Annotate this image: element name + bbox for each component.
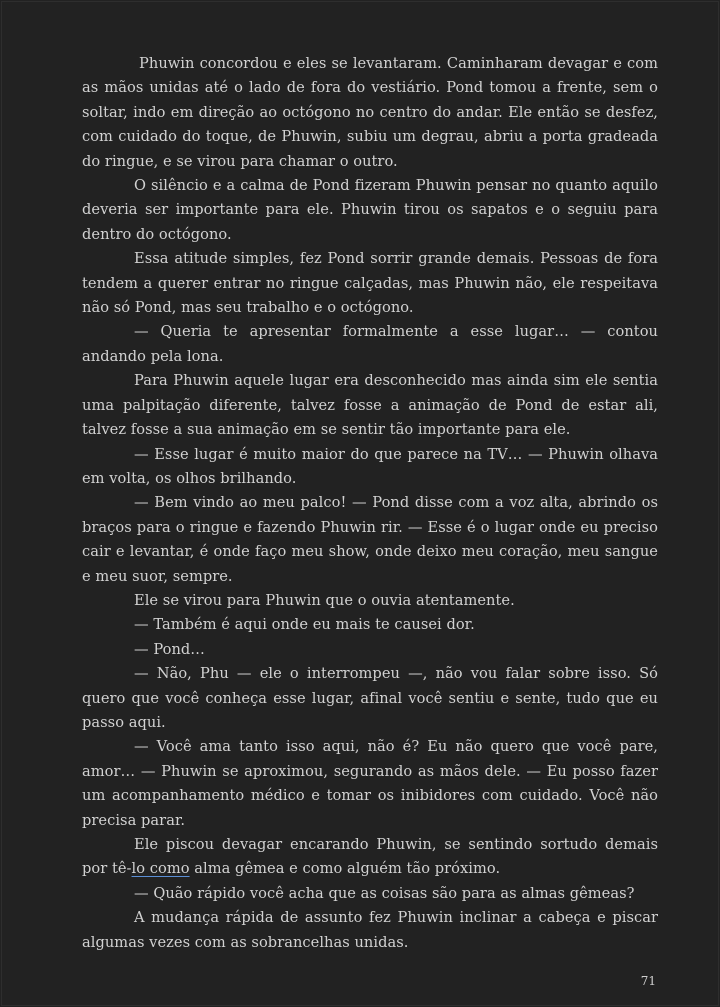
paragraph: Phuwin concordou e eles se levantaram. Caminharam devagar e com as mãos unidas até o lado de fora do vestiário. Pond tomou a frente, sem o soltar, indo em direção ao octógono no centro do andar. Ele então se desfez, com cuidado do toque, de Phuwin, subiu um degrau, abriu a porta gradeada do ringue, e se virou para chamar o outro.: [82, 55, 658, 170]
paragraph-with-link: [82, 833, 658, 882]
dialogue-paragraph: — Não, Phu — ele o interrompeu —, não vou falar sobre isso. Só quero que você conheça esse lugar, afinal você sentiu e sente, tudo que eu passo aqui.: [82, 665, 658, 731]
dialogue-paragraph: — Pond…: [134, 640, 205, 658]
paragraph-text-before-link: Ele piscou devagar encarando Phuwin, se sentindo sortudo demais por tê-: [82, 836, 658, 878]
paragraph: Para Phuwin aquele lugar era desconhecido mas ainda sim ele sentia uma palpitação diferente, talvez fosse a animação de Pond de estar ali, talvez fosse a sua animação em se sentir tão importante para ele.: [82, 372, 658, 439]
dialogue-paragraph: — Bem vindo ao meu palco! — Pond disse com a voz alta, abrindo os braços para o ringue e fazendo Phuwin rir. — Esse é o lugar onde eu preciso cair e levantar, é onde faço meu show, onde deixo meu coração, meu sangue e meu suor, sempre.: [82, 494, 658, 585]
dialogue-paragraph: — Esse lugar é muito maior do que parece na TV… — Phuwin olhava em volta, os olhos brilhando.: [82, 445, 658, 487]
dialogue-paragraph: — Também é aqui onde eu mais te causei dor.: [134, 616, 475, 634]
page-number: 71: [640, 974, 656, 988]
hyperlink[interactable]: lo como: [131, 860, 190, 878]
dialogue-paragraph: — Quão rápido você acha que as coisas são para as almas gêmeas?: [134, 884, 635, 902]
dialogue-paragraph: — Queria te apresentar formalmente a esse lugar… — contou andando pela lona.: [82, 323, 658, 365]
dialogue-paragraph: — Você ama tanto isso aqui, não é? Eu não quero que você pare, amor… — Phuwin se aproximou, segurando as mãos dele. — Eu posso fazer um acompanhamento médico e tomar os inibidores com cuidado. Você não precisa parar.: [82, 738, 658, 829]
body-text: [82, 52, 658, 955]
paragraph: Essa atitude simples, fez Pond sorrir grande demais. Pessoas de fora tendem a querer entrar no ringue calçadas, mas Phuwin não, ele respeitava não só Pond, mas seu trabalho e o octógono.: [82, 250, 658, 317]
paragraph: O silêncio e a calma de Pond fizeram Phuwin pensar no quanto aquilo deveria ser importante para ele. Phuwin tirou os sapatos e o seguiu para dentro do octógono.: [82, 177, 658, 243]
paragraph: A mudança rápida de assunto fez Phuwin inclinar a cabeça e piscar algumas vezes com as sobrancelhas unidas.: [82, 909, 658, 951]
paragraph-text-after-link: alma gêmea e como alguém tão próximo.: [189, 860, 501, 878]
paragraph: Ele se virou para Phuwin que o ouvia atentamente.: [134, 591, 515, 609]
